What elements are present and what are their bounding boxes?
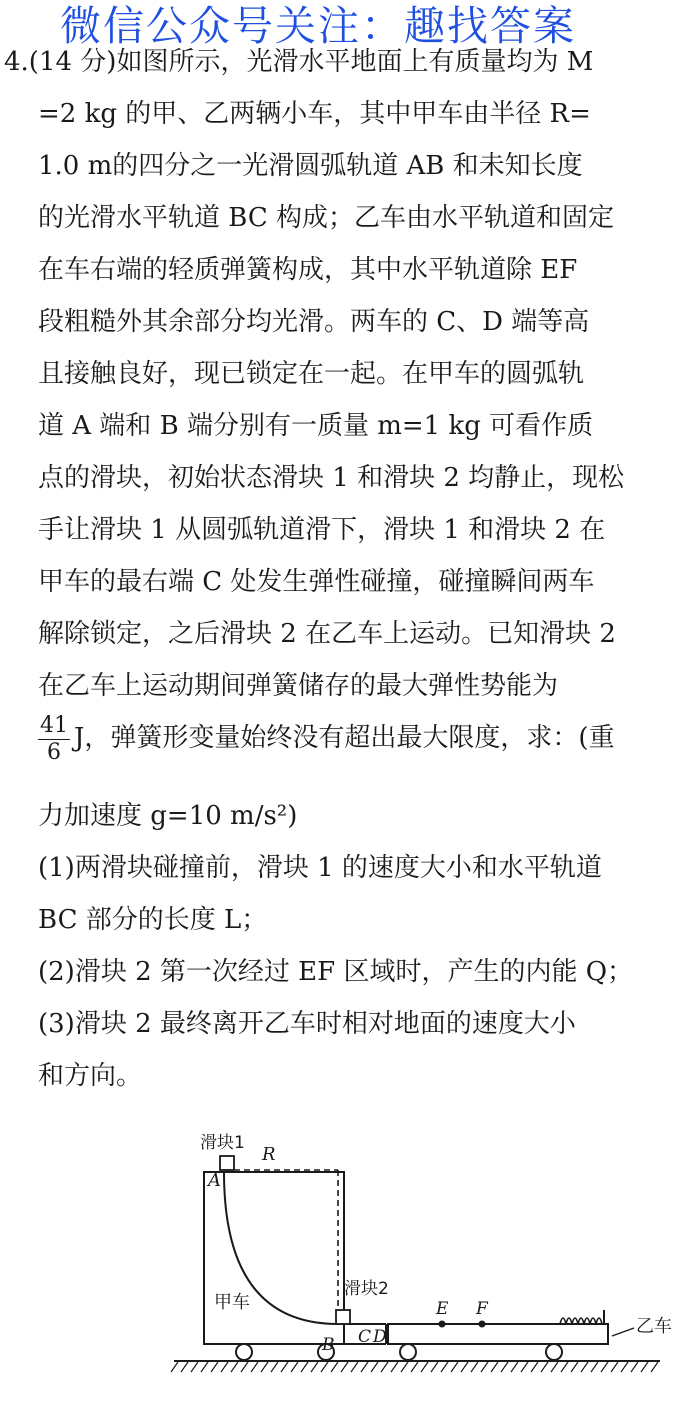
ground-hatch-mark <box>211 1362 218 1372</box>
problem-line: 手让滑块 1 从圆弧轨道滑下，滑块 1 和滑块 2 在 <box>38 515 606 545</box>
problem-line: 且接触良好，现已锁定在一起。在甲车的圆弧轨 <box>38 359 585 389</box>
wheel-icon <box>236 1344 252 1360</box>
label-point-f: F <box>476 1299 488 1319</box>
ground-hatch-mark <box>611 1362 618 1372</box>
ground-hatch-mark <box>651 1362 658 1372</box>
ground-hatch-mark <box>511 1362 518 1372</box>
ground-hatch-mark <box>521 1362 528 1372</box>
point-f-dot <box>479 1321 486 1328</box>
ground-hatch-mark <box>571 1362 578 1372</box>
ground-hatch-mark <box>441 1362 448 1372</box>
ground-hatch-mark <box>581 1362 588 1372</box>
problem-line: 的光滑水平轨道 BC 构成；乙车由水平轨道和固定 <box>38 203 615 233</box>
ground-hatch-mark <box>601 1362 608 1372</box>
question-1-continued: BC 部分的长度 L； <box>38 905 268 935</box>
label-point-a: A <box>208 1170 221 1191</box>
ground-hatch-mark <box>281 1362 288 1372</box>
problem-line: 点的滑块，初始状态滑块 1 和滑块 2 均静止，现松 <box>38 463 625 493</box>
ground-hatch-mark <box>191 1362 198 1372</box>
question-2: (2)滑块 2 第一次经过 EF 区域时，产生的内能 Q； <box>38 957 634 987</box>
apparatus-figure <box>160 1118 680 1388</box>
ground-hatch-mark <box>411 1362 418 1372</box>
watermark-banner: 微信公众号关注：趣找答案 <box>60 2 576 50</box>
ground-hatch-mark <box>351 1362 358 1372</box>
problem-line: 在乙车上运动期间弹簧储存的最大弹性势能为 <box>38 671 559 701</box>
ground-hatch-mark <box>551 1362 558 1372</box>
ground-hatch-mark <box>271 1362 278 1372</box>
ground-hatch-mark <box>401 1362 408 1372</box>
ground-hatch-mark <box>531 1362 538 1372</box>
problem-line: 解除锁定，之后滑块 2 在乙车上运动。已知滑块 2 <box>38 619 616 649</box>
yi-label-pointer <box>612 1328 634 1336</box>
problem-line: 1.0 m的四分之一光滑圆弧轨道 AB 和未知长度 <box>38 151 583 181</box>
ground-hatch-mark <box>241 1362 248 1372</box>
apparatus-diagram <box>160 1118 680 1388</box>
problem-line: 力加速度 g=10 m/s²) <box>38 801 298 831</box>
label-slider-1: 滑块1 <box>200 1133 245 1153</box>
ground-hatch-mark <box>341 1362 348 1372</box>
ground-hatch-mark <box>361 1362 368 1372</box>
label-car-yi: 乙车 <box>636 1316 672 1337</box>
question-3: (3)滑块 2 最终离开乙车时相对地面的速度大小 <box>38 1009 576 1039</box>
ground-hatch-mark <box>261 1362 268 1372</box>
ground-hatch-mark <box>621 1362 628 1372</box>
ground-hatch-mark <box>541 1362 548 1372</box>
question-3-continued: 和方向。 <box>38 1061 143 1091</box>
ground-hatch-mark <box>391 1362 398 1372</box>
ground-hatch-mark <box>421 1362 428 1372</box>
label-point-d: D <box>373 1327 387 1347</box>
ground-hatch-mark <box>311 1362 318 1372</box>
problem-line: =2 kg 的甲、乙两辆小车，其中甲车由半径 R= <box>38 99 591 129</box>
ground-hatch-mark <box>501 1362 508 1372</box>
problem-line: 道 A 端和 B 端分别有一质量 m=1 kg 可看作质 <box>38 411 594 441</box>
slider-2-block <box>336 1310 350 1324</box>
ground-hatch-mark <box>381 1362 388 1372</box>
ground-hatch-mark <box>221 1362 228 1372</box>
slider-1-block <box>220 1156 234 1170</box>
ground-hatch-mark <box>631 1362 638 1372</box>
ground-hatching <box>171 1362 658 1372</box>
ground-hatch-mark <box>301 1362 308 1372</box>
energy-fraction-line <box>0 712 690 782</box>
label-radius: R <box>262 1144 276 1165</box>
question-1: (1)两滑块碰撞前，滑块 1 的速度大小和水平轨道 <box>38 853 602 883</box>
label-car-jia: 甲车 <box>214 1292 250 1313</box>
ground-hatch-mark <box>371 1362 378 1372</box>
car-yi-body <box>388 1324 608 1344</box>
ground-hatch-mark <box>461 1362 468 1372</box>
ground-hatch-mark <box>201 1362 208 1372</box>
wheel-icon <box>546 1344 562 1360</box>
energy-fraction <box>38 713 70 766</box>
problem-line: 在车右端的轻质弹簧构成，其中水平轨道除 EF <box>38 255 578 285</box>
problem-line: 4.(14 分)如图所示，光滑水平地面上有质量均为 M <box>4 47 594 77</box>
label-point-b: B <box>322 1335 335 1355</box>
ground-hatch-mark <box>451 1362 458 1372</box>
fraction-tail-text: J，弹簧形变量始终没有超出最大限度，求：(重 <box>74 723 615 753</box>
problem-line: 甲车的最右端 C 处发生弹性碰撞，碰撞瞬间两车 <box>38 567 595 597</box>
ground-hatch-mark <box>231 1362 238 1372</box>
ground-hatch-mark <box>291 1362 298 1372</box>
ground-hatch-mark <box>491 1362 498 1372</box>
ground-hatch-mark <box>481 1362 488 1372</box>
label-point-c: C <box>358 1327 372 1347</box>
fraction-numerator: 41 <box>40 712 68 738</box>
wheel-icon <box>400 1344 416 1360</box>
ground-hatch-mark <box>641 1362 648 1372</box>
fraction-denominator: 6 <box>47 739 61 765</box>
point-e-dot <box>439 1321 446 1328</box>
ground-hatch-mark <box>431 1362 438 1372</box>
label-point-e: E <box>436 1299 449 1319</box>
ground-hatch-mark <box>471 1362 478 1372</box>
ground-hatch-mark <box>251 1362 258 1372</box>
ground-hatch-mark <box>591 1362 598 1372</box>
problem-text <box>0 36 690 1102</box>
problem-line: 段粗糙外其余部分均光滑。两车的 C、D 端等高 <box>38 307 590 337</box>
ground-hatch-mark <box>561 1362 568 1372</box>
ground-hatch-mark <box>321 1362 328 1372</box>
ground-hatch-mark <box>171 1362 178 1372</box>
ground-hatch-mark <box>181 1362 188 1372</box>
label-slider-2: 滑块2 <box>344 1279 389 1299</box>
ground-hatch-mark <box>331 1362 338 1372</box>
